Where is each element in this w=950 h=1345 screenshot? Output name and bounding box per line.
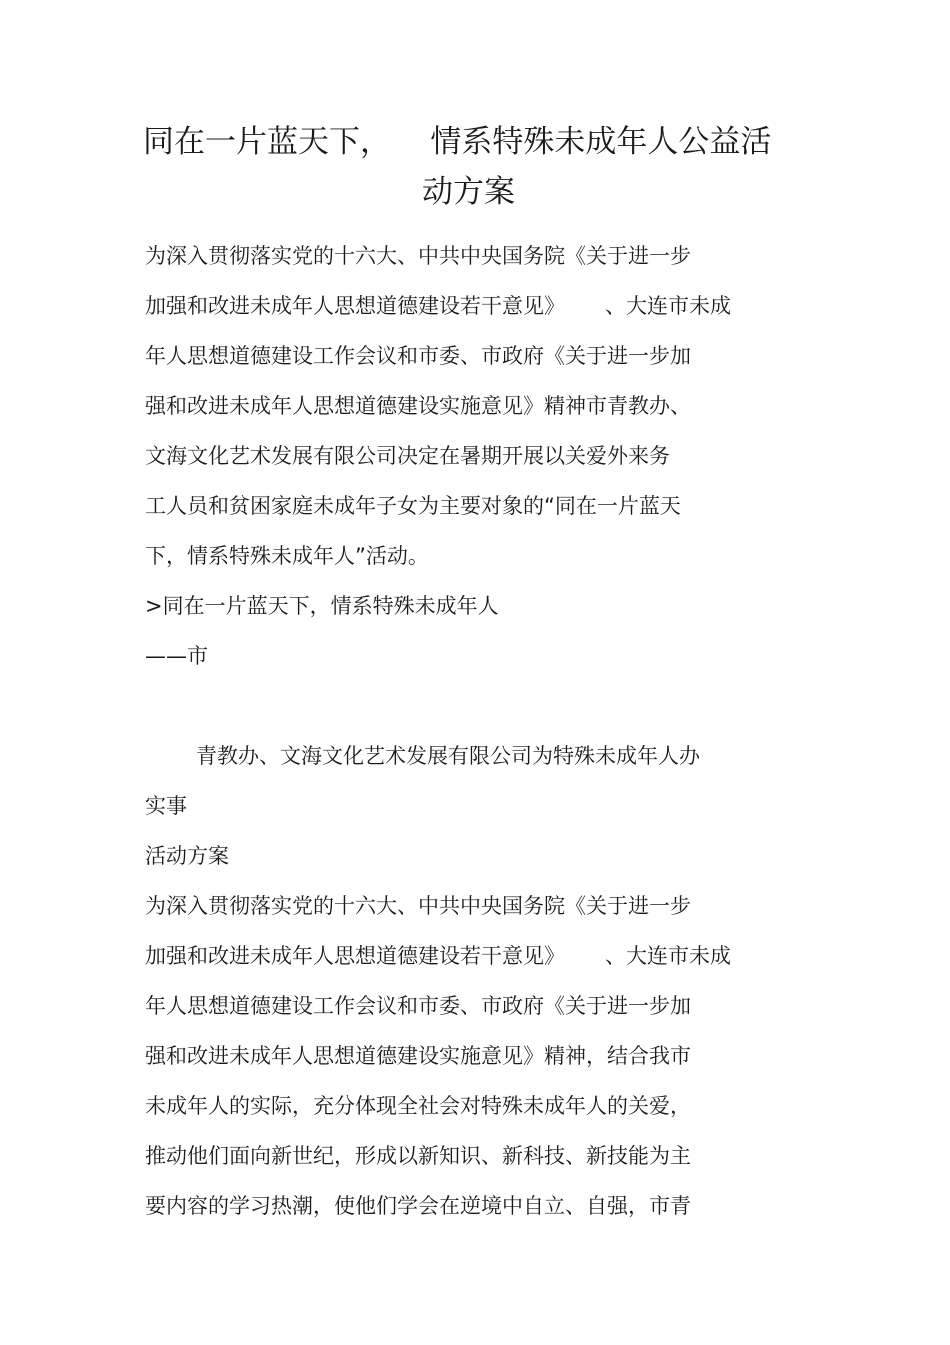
paragraph-2-line: 青教办、文海文化艺术发展有限公司为特殊未成年人办 [196, 744, 700, 768]
subtitle-line: >同在一片蓝天下，情系特殊未成年人 [145, 594, 499, 618]
paragraph-2-line: 实事 [145, 794, 187, 818]
paragraph-1-line: 工人员和贫困家庭未成年子女为主要对象的“同在一片蓝天 [145, 494, 681, 518]
paragraph-3-line: 要内容的学习热潮，使他们学会在逆境中自立、自强，市青 [145, 1194, 691, 1218]
paragraph-3-line: 推动他们面向新世纪，形成以新知识、新科技、新技能为主 [145, 1144, 691, 1168]
document-title-line-2: 动方案 [422, 174, 515, 210]
paragraph-3-line: 未成年人的实际，充分体现全社会对特殊未成年人的关爱， [145, 1094, 691, 1118]
paragraph-3-line: 为深入贯彻落实党的十六大、中共中央国务院《关于进一步 [145, 894, 691, 918]
dash-line: ——市 [145, 644, 208, 668]
paragraph-1-line: 文海文化艺术发展有限公司决定在暑期开展以关爱外来务 [145, 444, 670, 468]
paragraph-1-line: 下，情系特殊未成年人”活动。 [145, 544, 429, 568]
paragraph-3-line: 年人思想道德建设工作会议和市委、市政府《关于进一步加 [145, 994, 691, 1018]
paragraph-1-line: 加强和改进未成年人思想道德建设若干意见》 、大连市未成 [145, 294, 732, 318]
paragraph-3-line: 加强和改进未成年人思想道德建设若干意见》 、大连市未成 [145, 944, 732, 968]
section-heading: 活动方案 [145, 844, 229, 868]
paragraph-1-line: 年人思想道德建设工作会议和市委、市政府《关于进一步加 [145, 344, 691, 368]
paragraph-3-line: 强和改进未成年人思想道德建设实施意见》精神，结合我市 [145, 1044, 691, 1068]
document-title-line-1: 同在一片蓝天下， 情系特殊未成年人公益活 [143, 124, 772, 160]
paragraph-1-line: 强和改进未成年人思想道德建设实施意见》精神市青教办、 [145, 394, 691, 418]
paragraph-1-line: 为深入贯彻落实党的十六大、中共中央国务院《关于进一步 [145, 244, 691, 268]
